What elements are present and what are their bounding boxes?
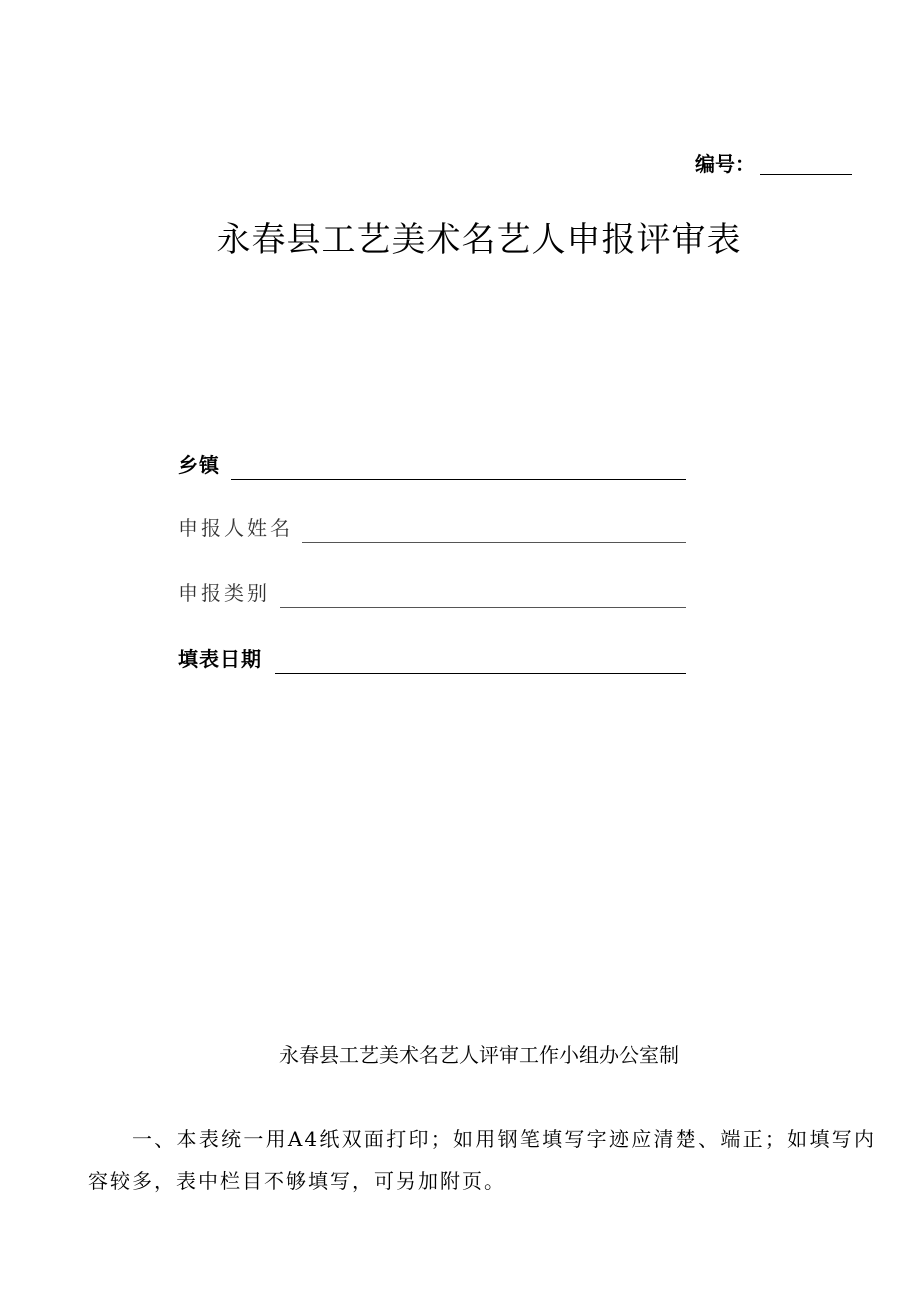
field-category-blank[interactable] xyxy=(280,607,686,608)
form-title: 永春县工艺美术名艺人申报评审表 xyxy=(216,220,742,260)
field-category xyxy=(178,578,686,610)
field-township-blank[interactable] xyxy=(231,479,686,480)
field-applicant-name xyxy=(178,513,686,545)
serial-number-blank[interactable] xyxy=(760,174,852,175)
instructions xyxy=(88,1118,876,1202)
field-applicant-name-label: 申报人姓名 xyxy=(178,516,293,540)
field-township xyxy=(178,450,686,482)
instruction-item: 一、本表统一用A4纸双面打印；如用钢笔填写字迹应清楚、端正；如填写内容较多，表中栏目不够填写，可另加附页。 xyxy=(88,1127,876,1193)
serial-number-label: 编号： xyxy=(695,152,755,176)
issuing-office: 永春县工艺美术名艺人评审工作小组办公室制 xyxy=(279,1043,679,1067)
field-applicant-name-blank[interactable] xyxy=(302,542,686,543)
field-fill-date-label: 填表日期 xyxy=(178,647,262,671)
field-township-label: 乡镇 xyxy=(178,453,220,477)
field-fill-date xyxy=(178,644,686,676)
field-fill-date-blank[interactable] xyxy=(275,673,686,674)
field-category-label: 申报类别 xyxy=(178,581,270,605)
